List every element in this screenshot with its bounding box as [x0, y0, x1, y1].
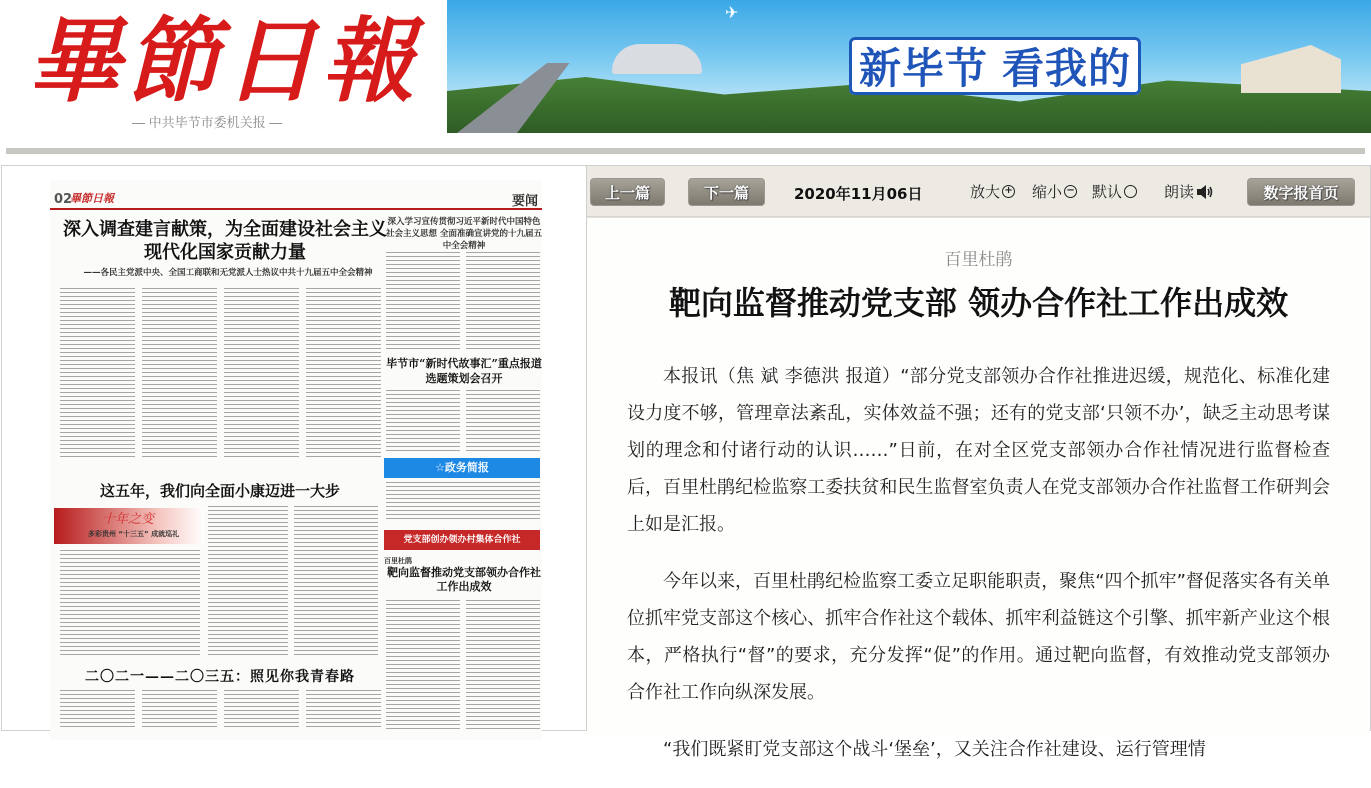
- article-panel: [587, 165, 1371, 760]
- article-paragraph: “我们既紧盯党支部这个战斗‘堡垒’，又关注合作社建设、运行管理情: [663, 739, 1206, 760]
- text-column: [466, 390, 540, 452]
- gov-brief-box[interactable]: ☆政务简报: [384, 458, 540, 478]
- zoom-in-label: 放大: [970, 183, 1001, 201]
- page-logo: 畢節日報: [70, 192, 114, 205]
- prev-article-button[interactable]: 上一篇: [590, 178, 665, 206]
- text-column: [386, 390, 460, 452]
- page-masthead: [50, 190, 542, 210]
- article-toolbar: [587, 166, 1370, 217]
- slogan-part-1: 新毕节: [859, 44, 989, 93]
- text-column: [386, 252, 460, 350]
- text-column: [208, 506, 288, 656]
- newspaper-page-image[interactable]: [50, 180, 542, 740]
- zoom-out-icon: −: [1064, 185, 1077, 198]
- banner-airport: [612, 44, 702, 74]
- page-headline-sub: ——各民主党派中央、全国工商联和无党派人士热议中共十九届五中全会精神: [83, 268, 373, 278]
- issue-date: 2020年11月06日: [794, 185, 923, 203]
- text-column: [142, 288, 217, 458]
- zoom-out-button[interactable]: [1032, 181, 1077, 202]
- page-right-top-title[interactable]: 深入学习宣传贯彻习近平新时代中国特色社会主义思想 全面准确宣讲党的十九届五中全会精神: [386, 217, 542, 251]
- article-body: [627, 358, 1330, 788]
- read-aloud-label: 朗读: [1164, 183, 1195, 201]
- text-column: [294, 506, 378, 656]
- text-column: [224, 288, 299, 458]
- article-kicker: 百里杜鹃: [944, 250, 1013, 270]
- article-content: [587, 217, 1370, 760]
- default-size-button[interactable]: [1092, 181, 1137, 202]
- text-column: [60, 550, 200, 656]
- page-right-mid-title[interactable]: 毕节市“新时代故事汇”重点报道选题策划会召开: [386, 357, 542, 385]
- next-article-button[interactable]: 下一篇: [688, 178, 765, 206]
- zoom-in-icon: +: [1002, 185, 1015, 198]
- header-banner: [447, 0, 1371, 133]
- article-paragraph: 本报讯（焦 斌 李德洪 报道）“部分党支部领办合作社推进迟缓，规范化、标准化建设力度不够，管理章法紊乱，实体效益不强；还有的党支部‘只领不办’，缺乏主动思考谋划的理念和付诸行动的认识……”日前，在对全区党支部领办合作社情况进行监督检查后，百里杜鹃纪检监察工委扶贫和民生监督室负责人在党支部领办合作社监督工作研判会上如是汇报。: [627, 366, 1330, 535]
- promo-title: 十年之变: [102, 512, 155, 527]
- banner-slogan: [849, 37, 1141, 95]
- zoom-in-button[interactable]: [970, 181, 1015, 202]
- article-title: 靶向监督推动党支部 领办合作社工作出成效: [668, 284, 1289, 322]
- article-paragraph: 今年以来，百里杜鹃纪检监察工委立足职能职责，聚焦“四个抓牢”督促落实各有关单位抓牢党支部这个核心、抓牢合作社这个载体、抓牢利益链这个引擎、抓牢新产业这个根本，严格执行“督”的要求，充分发挥“促”的作用。通过靶向监督，有效推动党支部领办合作社工作向纵深发展。: [627, 571, 1330, 703]
- text-column: [60, 690, 135, 730]
- logo-calligraphy: 畢節日報: [28, 7, 421, 115]
- promo-subtitle: 多彩贵州 “十三五” 成就巡礼: [88, 530, 180, 538]
- text-column: [60, 288, 135, 458]
- banner-building: [1241, 45, 1341, 93]
- page-headline-main[interactable]: 深入调查建言献策，为全面建设社会主义现代化国家贡献力量: [63, 219, 387, 263]
- text-column: [306, 690, 381, 730]
- read-aloud-button[interactable]: [1164, 181, 1214, 202]
- zoom-out-label: 缩小: [1032, 183, 1063, 201]
- page-number: 02: [54, 192, 73, 207]
- default-size-label: 默认: [1092, 183, 1123, 201]
- speaker-icon: [1196, 183, 1214, 201]
- site-header: [0, 0, 1371, 133]
- page-section: 要闻: [511, 194, 538, 209]
- text-column: [142, 690, 217, 730]
- newspaper-logo[interactable]: [0, 0, 447, 133]
- text-column: [466, 252, 540, 350]
- epaper-home-button[interactable]: 数字报首页: [1247, 178, 1355, 206]
- small-article-headline[interactable]: 靶向监督推动党支部领办合作社工作出成效: [387, 566, 541, 593]
- small-article-tag: 百里杜鹃: [384, 557, 412, 565]
- party-coop-box[interactable]: 党支部创办领办村集体合作社: [384, 530, 540, 550]
- slogan-part-2: 看我的: [1002, 44, 1132, 93]
- page-mid-headline[interactable]: 这五年，我们向全面小康迈进一大步: [99, 482, 340, 500]
- text-column: [224, 690, 299, 730]
- text-column: [466, 600, 540, 730]
- logo-subtitle: — 中共毕节市委机关报 —: [132, 115, 283, 130]
- airplane-icon: ✈: [725, 3, 739, 22]
- text-column: [386, 600, 460, 730]
- page-bottom-headline[interactable]: 二〇二一——二〇三五：照见你我青春路: [85, 669, 355, 685]
- text-column: [386, 482, 540, 522]
- default-size-icon: [1124, 185, 1137, 198]
- newspaper-page-panel: [1, 165, 587, 731]
- header-divider: [6, 148, 1365, 154]
- text-column: [306, 288, 381, 458]
